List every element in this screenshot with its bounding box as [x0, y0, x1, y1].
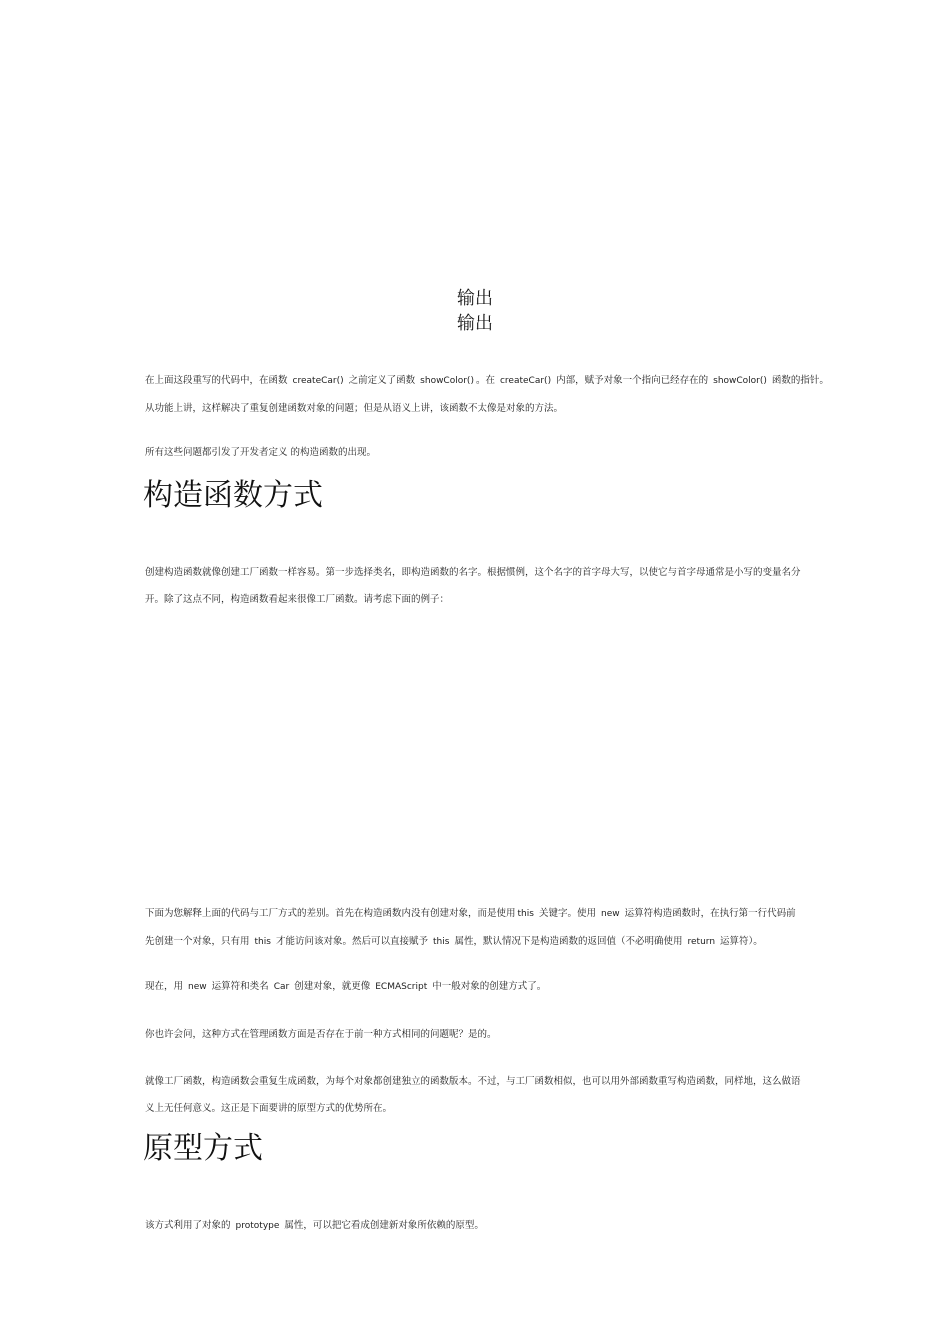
- code-term: return: [687, 937, 716, 947]
- code-example-area: [145, 620, 815, 890]
- code-term: createCar(): [292, 376, 344, 386]
- heading-constructor-method: 构造函数方式: [143, 478, 323, 513]
- text-run: 内部，赋予对象一个指向已经存在的: [553, 375, 712, 386]
- text-run: 属性，默认情况下是构造函数的返回值（不必明确使用: [451, 936, 686, 947]
- paragraph-problems: 所有这些问题都引发了开发者定义 的构造函数的出现。: [145, 447, 377, 458]
- text-run: 运算符和类名: [208, 981, 272, 992]
- text-run: 下面为您解释上面的代码与工厂方式的差别。首先在构造函数内没有创建对象，而是使用: [145, 908, 516, 919]
- code-term: new: [601, 909, 620, 919]
- code-term: showColor(): [420, 376, 474, 386]
- text-run: 属性，可以把它看成创建新对象所依赖的原型。: [281, 1220, 484, 1231]
- text-run: 函数的指针。: [768, 375, 829, 386]
- code-term: showColor(): [713, 376, 767, 386]
- output-label: 输出: [457, 288, 493, 309]
- paragraph-line: [145, 1212, 815, 1240]
- code-term: this: [517, 909, 534, 919]
- text-run: 。在: [475, 375, 498, 386]
- text-run: 在上面这段重写的代码中，在函数: [145, 375, 291, 386]
- paragraph-constructor-difference: [145, 900, 815, 956]
- paragraph-new-operator: [145, 973, 815, 1001]
- text-run: 现在，用: [145, 981, 187, 992]
- text-run: 创建对象，就更像: [291, 981, 374, 992]
- paragraph-createcar-explanation: [145, 367, 829, 422]
- heading-prototype-method: 原型方式: [143, 1131, 263, 1166]
- paragraph-line: 从功能上讲，这样解决了重复创建函数对象的问题；但是从语义上讲，该函数不太像是对象的方法。: [145, 403, 564, 414]
- paragraph-line: [145, 367, 829, 395]
- paragraph-line: [145, 900, 815, 928]
- paragraph-repeated-functions: [145, 1068, 815, 1122]
- text-run: 运算符）。: [717, 936, 763, 947]
- paragraph-line: 义上无任何意义。这正是下面要讲的原型方式的优势所在。: [145, 1103, 393, 1114]
- code-term: ECMAScript: [375, 982, 428, 992]
- text-run: 之前定义了函数: [345, 375, 419, 386]
- paragraph-question: 你也许会问，这种方式在管理函数方面是否存在于前一种方式相同的问题呢？是的。: [145, 1029, 497, 1040]
- paragraph-line: [145, 973, 815, 1001]
- paragraph-line: 就像工厂函数，构造函数会重复生成函数，为每个对象都创建独立的函数版本。不过，与工厂函数相似，也可以用外部函数重写构造函数，同样地，这么做语: [145, 1076, 801, 1087]
- paragraph-line: 创建构造函数就像创建工厂函数一样容易。第一步选择类名，即构造函数的名字。根据惯例，这个名字的首字母大写，以使它与首字母通常是小写的变量名分: [145, 567, 801, 578]
- paragraph-line: [145, 928, 815, 956]
- text-run: 先创建一个对象，只有用: [145, 936, 253, 947]
- text-run: 中一般对象的创建方式了。: [429, 981, 547, 992]
- code-term: this: [433, 937, 450, 947]
- code-term: new: [188, 982, 207, 992]
- code-term: Car: [273, 982, 290, 992]
- paragraph-line: 开。除了这点不同，构造函数看起来很像工厂函数。请考虑下面的例子：: [145, 594, 450, 605]
- code-term: createCar(): [499, 376, 552, 386]
- paragraph-constructor-intro: [145, 559, 815, 613]
- paragraph-prototype-intro: [145, 1212, 815, 1240]
- text-run: 该方式利用了对象的: [145, 1220, 234, 1231]
- text-run: 才能访问该对象。然后可以直接赋予: [272, 936, 432, 947]
- code-term: this: [254, 937, 271, 947]
- output-label: 输出: [457, 313, 493, 334]
- code-term: prototype: [235, 1221, 280, 1231]
- text-run: 运算符构造函数时，在执行第一行代码前: [621, 908, 796, 919]
- text-run: 关键字。使用: [535, 908, 599, 919]
